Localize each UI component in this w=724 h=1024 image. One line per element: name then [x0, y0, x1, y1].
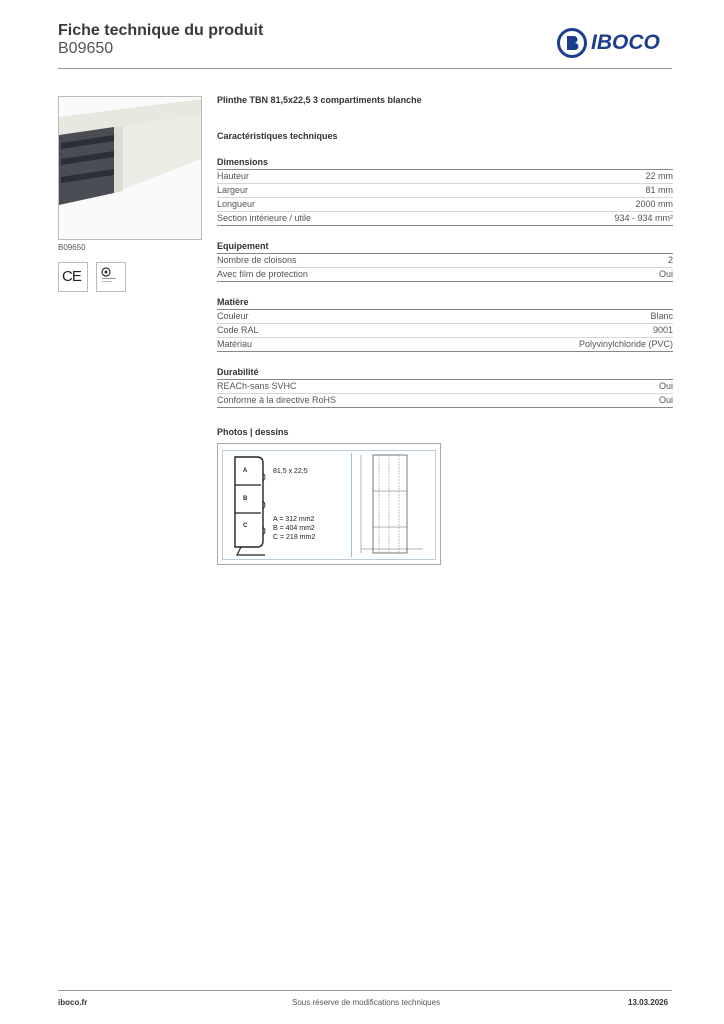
page-header: [58, 22, 263, 58]
spec-row: [217, 184, 673, 198]
area-label: A = 312 mm2: [273, 516, 315, 523]
spec-row: [217, 212, 673, 226]
spec-label: Couleur: [217, 311, 249, 321]
photo-caption: B09650: [58, 243, 86, 252]
footer-divider: [58, 990, 672, 991]
area-label: C = 218 mm2: [273, 534, 316, 541]
header-divider: [58, 68, 672, 69]
spec-row: [217, 394, 673, 408]
drawing-divider: [351, 453, 352, 557]
spec-row: [217, 170, 673, 184]
section-title: Equipement: [217, 240, 673, 254]
spec-value: 22 mm: [645, 171, 673, 181]
spec-row: [217, 338, 673, 352]
spec-value: Blanc: [650, 311, 673, 321]
spec-row: [217, 254, 673, 268]
spec-value: Oui: [658, 269, 673, 279]
section-title: Durabilité: [217, 366, 673, 380]
section-title: Dimensions: [217, 156, 673, 170]
product-code: B09650: [58, 40, 114, 57]
spec-label: Longueur: [217, 199, 256, 209]
spec-label: Section intérieure / utile: [217, 213, 312, 223]
product-name: Plinthe TBN 81,5x22,5 3 compartiments blanche: [217, 95, 422, 105]
profile-section-drawing: [223, 451, 435, 559]
spec-value: Polyvinylchloride (PVC): [578, 339, 673, 349]
spec-row: [217, 268, 673, 282]
footer-website-link[interactable]: iboco.fr: [58, 998, 88, 1007]
spec-label: Nombre de cloisons: [217, 255, 297, 265]
iboco-logo-icon: [557, 28, 587, 58]
section-equipment: [217, 240, 673, 282]
cable-duct-image: [59, 97, 201, 239]
product-photo: [58, 96, 202, 240]
spec-label: Conforme à la directive RoHS: [217, 395, 337, 405]
footer-note: Sous réserve de modifications techniques: [292, 998, 441, 1007]
drawing-frame: [222, 450, 436, 560]
product-details: [217, 94, 673, 438]
spec-label: Avec film de protection: [217, 269, 308, 279]
spec-label: Largeur: [217, 185, 249, 195]
photos-heading: Photos | dessins: [217, 427, 289, 437]
section-durability: [217, 366, 673, 408]
quality-mark-icon: [96, 262, 126, 292]
spec-row: [217, 380, 673, 394]
spec-label: Code RAL: [217, 325, 259, 335]
spec-row: [217, 324, 673, 338]
spec-row: [217, 310, 673, 324]
spec-label: Hauteur: [217, 171, 250, 181]
tech-characteristics-heading: Caractéristiques techniques: [217, 131, 338, 141]
spec-label: Matériau: [217, 339, 253, 349]
profile-dimension: 81,5 x 22,5: [273, 468, 308, 475]
section-dimensions: [217, 156, 673, 226]
spec-value: 2: [667, 255, 673, 265]
section-material: [217, 296, 673, 352]
ce-mark-icon: CE: [58, 262, 88, 292]
page-title: Fiche technique du produit: [58, 22, 264, 39]
compartment-label: A: [243, 468, 248, 474]
footer-date: 13.03.2026: [628, 998, 669, 1007]
spec-row: [217, 198, 673, 212]
compartment-label: C: [243, 523, 248, 529]
spec-value: 934 - 934 mm²: [614, 213, 673, 223]
spec-value: Oui: [658, 395, 673, 405]
spec-value: Oui: [658, 381, 673, 391]
spec-value: 2000 mm: [635, 199, 673, 209]
brand-logo[interactable]: [557, 28, 675, 58]
section-title: Matière: [217, 296, 673, 310]
area-label: B = 404 mm2: [273, 525, 315, 532]
compartment-label: B: [243, 496, 248, 502]
logo-text: IBOCO: [591, 31, 660, 54]
spec-value: 9001: [652, 325, 673, 335]
spec-label: REACh-sans SVHC: [217, 381, 297, 391]
spec-value: 81 mm: [645, 185, 673, 195]
technical-drawing: [217, 443, 441, 565]
